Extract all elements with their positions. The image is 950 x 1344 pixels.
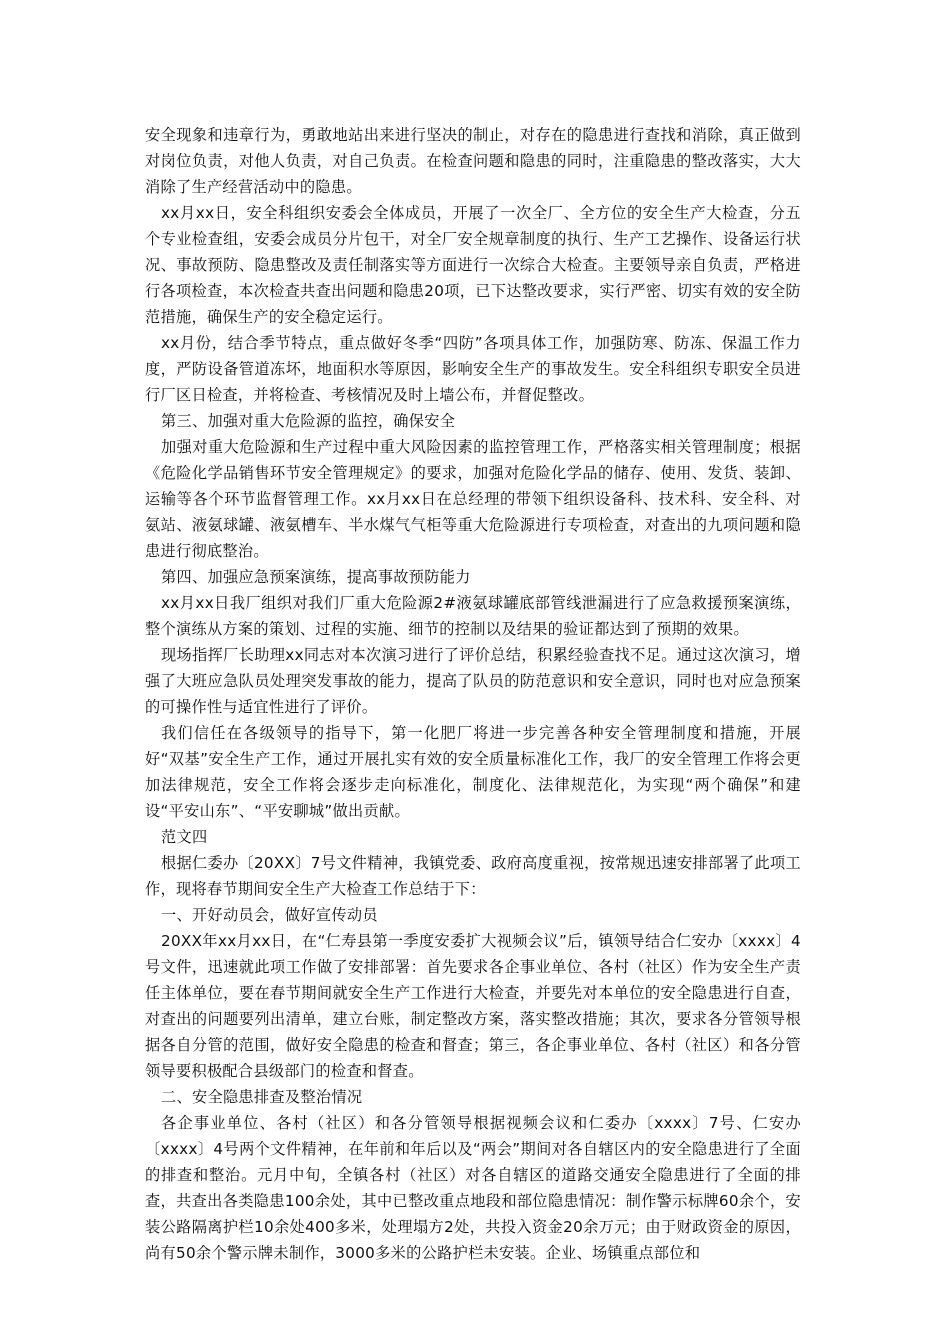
paragraph-continuation: 安全现象和违章行为，勇敢地站出来进行坚决的制止，对存在的隐患进行查找和消除，真正做到对岗位负责，对他人负责，对自己负责。在检查问题和隐患的同时，注重隐患的整改落实，大大消除了生产经营活动中的隐患。 — [145, 126, 801, 196]
paragraph-intro: 根据仁委办〔20XX〕7号文件精神，我镇党委、政府高度重视，按常规迅速安排部署了此项工作，现将春节期间安全生产大检查工作总结于下： — [145, 854, 801, 898]
section-heading-third: 第三、加强对重大危险源的监控，确保安全 — [161, 412, 456, 430]
paragraph-winter-prevention: xx月份，结合季节特点，重点做好冬季“四防”各项具体工作，加强防寒、防冻、保温工作力度，严防设备管道冻坏，地面积水等原因，影响安全生产的事故发生。安全科组织专职安全员进行厂区日检查，并将检查、考核情况及时上墙公布，并督促整改。 — [145, 334, 801, 404]
sample-title: 范文四 — [161, 828, 208, 846]
section-heading-fourth: 第四、加强应急预案演练，提高事故预防能力 — [161, 568, 471, 586]
section-heading-two: 二、安全隐患排查及整治情况 — [161, 1088, 363, 1106]
paragraph-drill-review: 现场指挥厂长助理xx同志对本次演习进行了评价总结，积累经验查找不足。通过这次演习，增强了大班应急队员处理突发事故的能力，提高了队员的防范意识和安全意识，同时也对应急预案的可操作性与适宜性进行了评价。 — [145, 646, 801, 716]
section-heading-one: 一、开好动员会，做好宣传动员 — [161, 906, 378, 924]
paragraph-inspection: xx月xx日，安全科组织安委会全体成员，开展了一次全厂、全方位的安全生产大检查，分五个专业检查组，安委会成员分片包干，对全厂安全规章制度的执行、生产工艺操作、设备运行状况、事故预防、隐患整改及责任制落实等方面进行一次综合大检查。主要领导亲自负责，严格进行各项检查，本次检查共查出问题和隐患20项，已下达整改要求，实行严密、切实有效的安全防范措施，确保生产的安全稳定运行。 — [145, 204, 801, 326]
paragraph-rectification: 各企事业单位、各村（社区）和各分管领导根据视频会议和仁委办〔xxxx〕7号、仁安办〔xxxx〕4号两个文件精神，在年前和年后以及“两会”期间对各自辖区内的安全隐患进行了全面的排查和整治。元月中旬，全镇各村（社区）对各自辖区的道路交通安全隐患进行了全面的排查，共查出各类隐患100余处，其中已整改重点地段和部位隐患情况：制作警示标牌60余个，安装公路隔离护栏10余处400多米，处理塌方2处，共投入资金20余万元；由于财政资金的原因，尚有50余个警示牌未制作，3000多米的公路护栏未安装。企业、场镇重点部位和 — [145, 1114, 801, 1262]
paragraph-drill: xx月xx日我厂组织对我们厂重大危险源2#液氨球罐底部管线泄漏进行了应急救援预案演练，整个演练从方案的策划、过程的实施、细节的控制以及结果的验证都达到了预期的效果。 — [145, 594, 801, 638]
paragraph-hazard-monitoring: 加强对重大危险源和生产过程中重大风险因素的监控管理工作，严格落实相关管理制度；根据《危险化学品销售环节安全管理规定》的要求，加强对危险化学品的储存、使用、发货、装卸、运输等各个环节监督管理工作。xx月xx日在总经理的带领下组织设备科、技术科、安全科、对氨站、液氨球罐、液氨槽车、半水煤气气柜等重大危险源进行专项检查，对查出的九项问题和隐患进行彻底整治。 — [145, 438, 801, 560]
paragraph-conclusion: 我们信任在各级领导的指导下，第一化肥厂将进一步完善各种安全管理制度和措施，开展好“双基”安全生产工作，通过开展扎实有效的安全质量标准化工作，我厂的安全管理工作将会更加法律规范，安全工作将会逐步走向标准化，制度化、法律规范化，为实现“两个确保”和建设“平安山东”、“平安聊城”做出贡献。 — [145, 724, 801, 820]
document-page — [145, 122, 801, 1266]
paragraph-mobilization: 20XX年xx月xx日，在“仁寿县第一季度安委扩大视频会议”后，镇领导结合仁安办〔xxxx〕4号文件，迅速就此项工作做了安排部署：首先要求各企事业单位、各村（社区）作为安全生产责任主体单位，要在春节期间就安全生产工作进行大检查，并要先对本单位的安全隐患进行自查，对查出的问题要列出清单，建立台账，制定整改方案，落实整改措施；其次，要求各分管领导根据各自分管的范围，做好安全隐患的检查和督查；第三，各企事业单位、各村（社区）和各分管领导要积极配合县级部门的检查和督查。 — [145, 932, 801, 1080]
